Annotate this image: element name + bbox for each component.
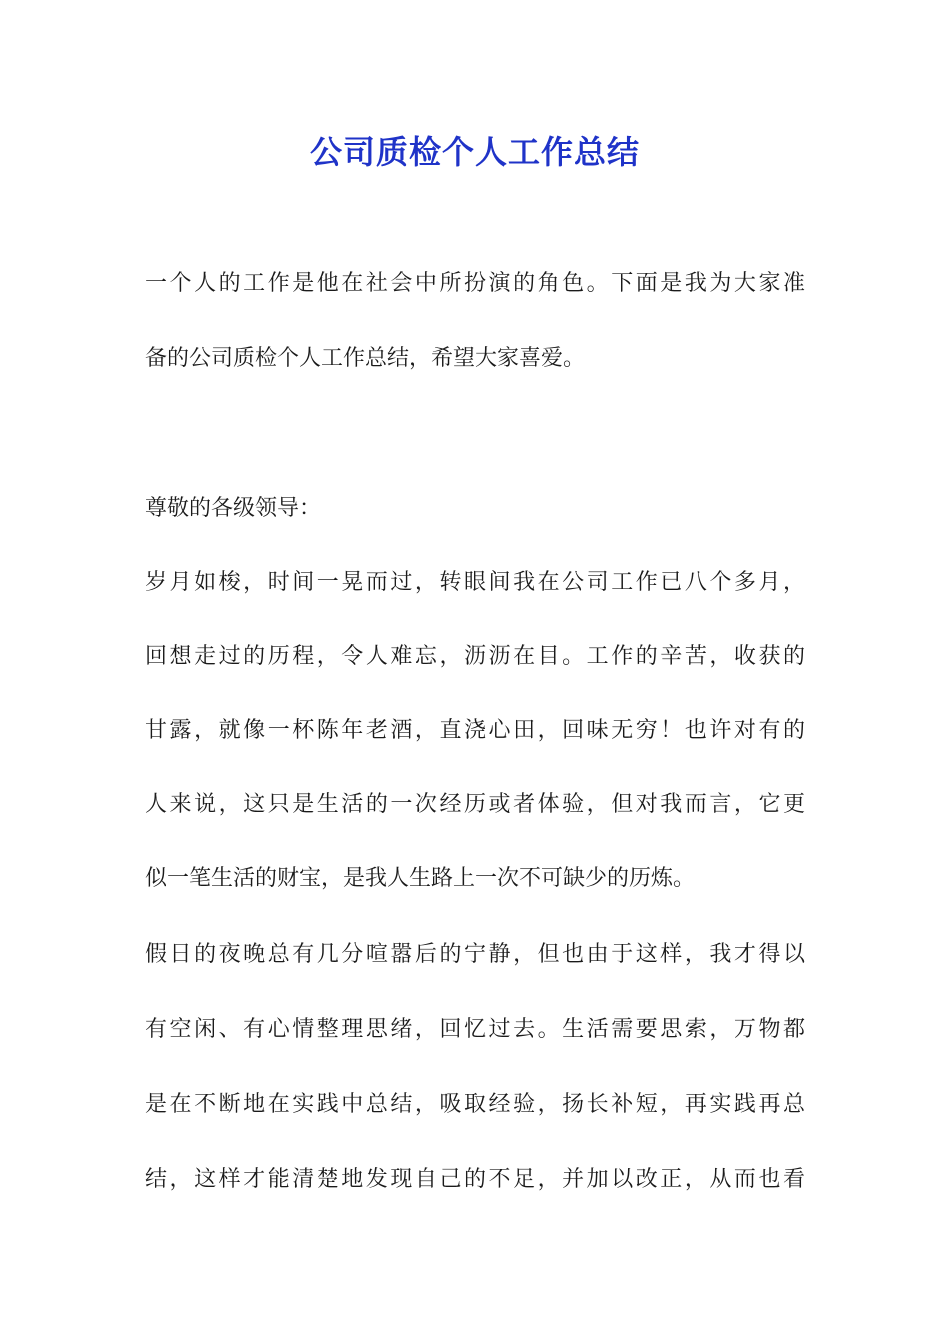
paragraph-line: 似一笔生活的财宝，是我人生路上一次不可缺少的历炼。 [145, 866, 696, 891]
paragraph-line: 人来说，这只是生活的一次经历或者体验，但对我而言，它更 [145, 792, 805, 817]
paragraph-line: 是在不断地在实践中总结，吸取经验，扬长补短，再实践再总 [145, 1092, 805, 1117]
paragraph-line: 结，这样才能清楚地发现自己的不足，并加以改正，从而也看 [145, 1167, 805, 1192]
paragraph-line: 备的公司质检个人工作总结，希望大家喜爱。 [145, 346, 586, 371]
paragraph-line: 一个人的工作是他在社会中所扮演的角色。下面是我为大家准 [145, 271, 805, 296]
document-title: 公司质检个人工作总结 [309, 133, 640, 171]
salutation: 尊敬的各级领导： [145, 496, 322, 521]
paragraph-line: 岁月如梭，时间一晃而过，转眼间我在公司工作已八个多月， [145, 570, 805, 595]
paragraph-line: 甘露，就像一杯陈年老酒，直浇心田，回味无穷！也许对有的 [145, 718, 805, 743]
paragraph-line: 假日的夜晚总有几分喧嚣后的宁静，但也由于这样，我才得以 [145, 942, 805, 967]
paragraph-line: 回想走过的历程，令人难忘，沥沥在目。工作的辛苦，收获的 [145, 644, 805, 669]
paragraph-line: 有空闲、有心情整理思绪，回忆过去。生活需要思索，万物都 [145, 1017, 805, 1042]
